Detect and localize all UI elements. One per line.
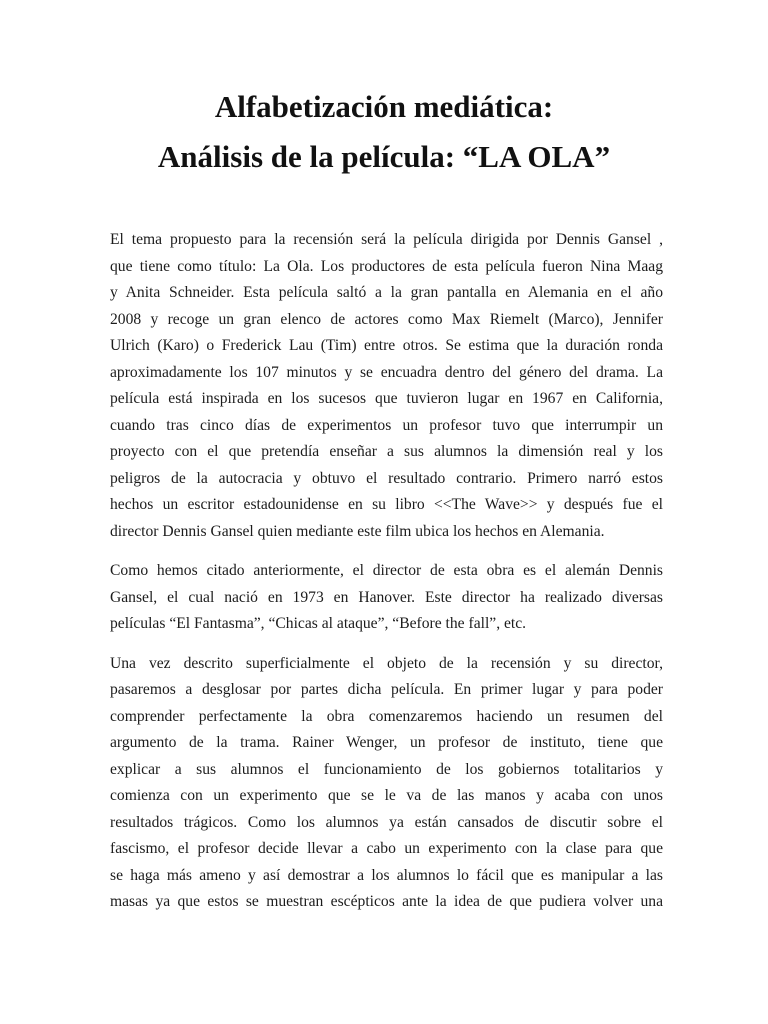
document-body [110,227,663,929]
text-line: proyecto con el que pretendía enseñar a sus alumnos la dimensión real y los [110,443,663,460]
text-line: comprender perfectamente la obra comenzaremos haciendo un resumen del [110,707,663,725]
text-line: El tema propuesto para la recensión será la película dirigida por Dennis Gansel , [110,231,663,248]
text-line: película está inspirada en los sucesos que tuvieron lugar en 1967 en California, [110,390,663,407]
text-line: Ulrich (Karo) o Frederick Lau (Tim) entre otros. Se estima que la duración ronda [110,337,663,354]
text-line: argumento de la trama. Rainer Wenger, un profesor de instituto, tiene que [110,734,663,751]
title-block [0,82,768,182]
text-line: fascismo, el profesor decide llevar a cabo un experimento con la clase para que [110,840,663,857]
paragraph-2 [110,558,663,638]
text-line: masas ya que estos se muestran escépticos ante la idea de que pudiera volver una [110,893,663,910]
text-line: 2008 y recoge un gran elenco de actores como Max Riemelt (Marco), Jennifer [110,310,663,328]
text-line: Gansel, el cual nació en 1973 en Hanover. Este director ha realizado diversas [110,588,663,606]
text-line: hechos un escritor estadounidense en su libro <<The Wave>> y después fue el [110,496,663,513]
text-line: cuando tras cinco días de experimentos un profesor tuvo que interrumpir un [110,416,663,434]
document-title: Alfabetización mediática: [214,89,554,124]
text-line: películas “El Fantasma”, “Chicas al ataque”, “Before the fall”, etc. [110,615,527,632]
paragraph-3 [110,651,663,916]
text-line: y Anita Schneider. Esta película saltó a la gran pantalla en Alemania en el año [110,284,663,301]
text-line: resultados trágicos. Como los alumnos ya están cansados de discutir sobre el [110,813,663,831]
text-line: se haga más ameno y así demostrar a los alumnos lo fácil que es manipular a las [110,866,663,884]
text-line: comienza con un experimento que se le va de las manos y acaba con unos [110,787,663,804]
text-line: pasaremos a desglosar por partes dicha película. En primer lugar y para poder [110,681,663,698]
text-line: Una vez descrito superficialmente el objeto de la recensión y su director, [110,654,663,672]
text-line: peligros de la autocracia y obtuvo el resultado contrario. Primero narró estos [110,469,663,487]
text-line: director Dennis Gansel quien mediante este film ubica los hechos en Alemania. [110,522,605,540]
text-line: aproximadamente los 107 minutos y se encuadra dentro del género del drama. La [110,363,663,381]
document-subtitle: Análisis de la película: “LA OLA” [157,139,611,174]
text-line: explicar a sus alumnos el funcionamiento de los gobiernos totalitarios y [110,760,663,778]
paragraph-1 [110,227,663,545]
text-line: Como hemos citado anteriormente, el director de esta obra es el alemán Dennis [110,562,663,579]
text-line: que tiene como título: La Ola. Los productores de esta película fueron Nina Maag [110,257,663,275]
